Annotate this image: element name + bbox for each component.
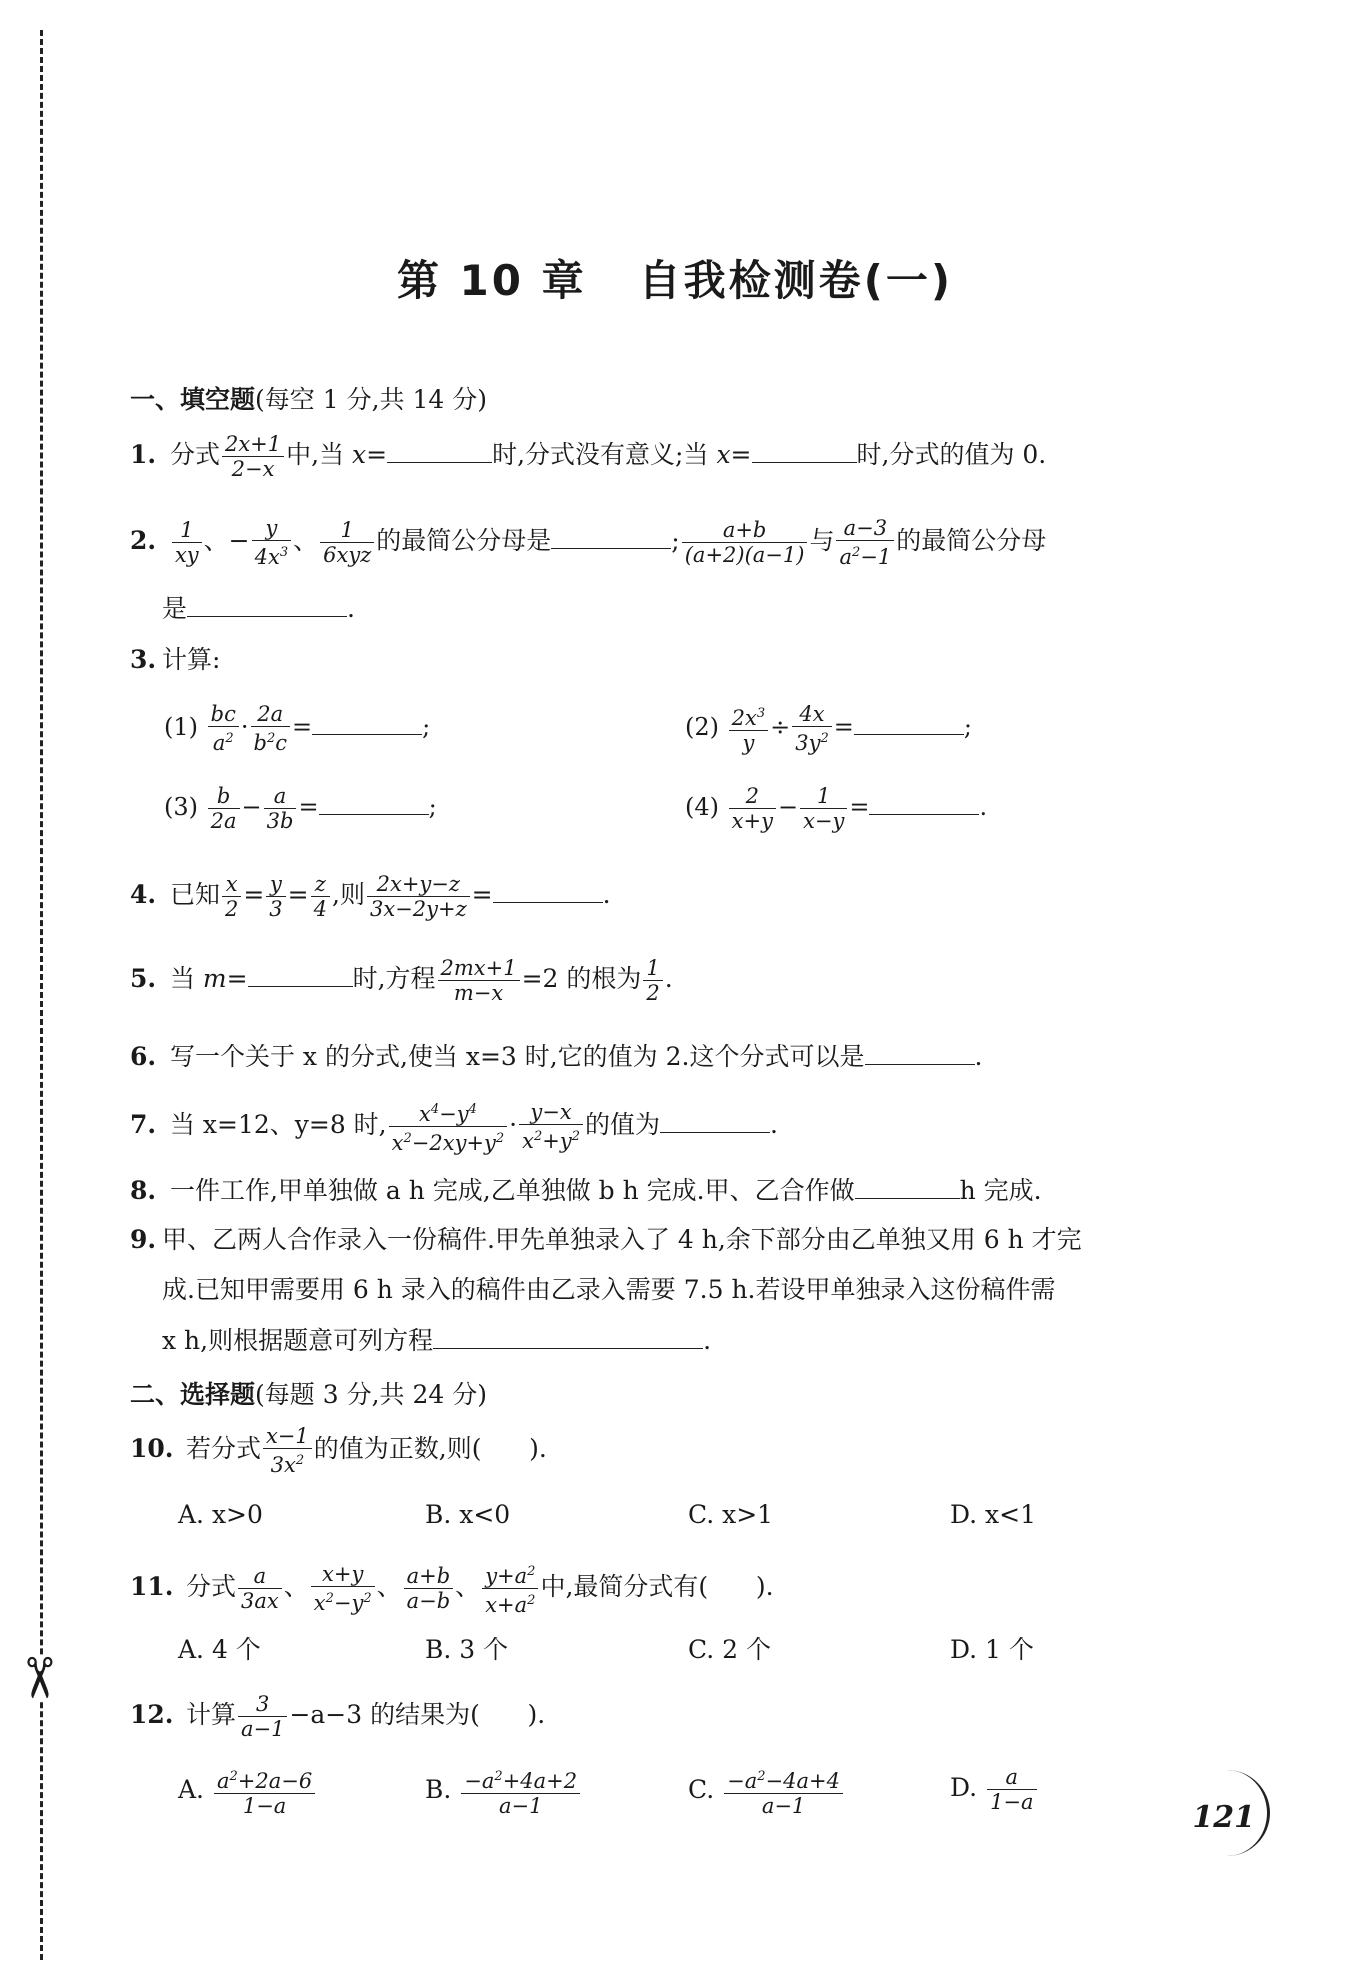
question-11: 11. 分式 $\frac{a}{3ax}$ 、 $\frac{x+y}{x^2-y^2}$ 、 $\frac{a+b}{a-b}$ 、 $\frac{y+a^2}{x+a^2}$ 中,最简分式有( ). xyxy=(130,1562,774,1617)
question-2-cont: 是 . xyxy=(162,590,355,627)
question-3-part-2: (2) $\frac{2x^3}{y}$ ÷ $\frac{4x}{3y^2}$ = ; xyxy=(685,702,972,755)
option-c[interactable]: C. 2 个 xyxy=(688,1635,771,1664)
question-9-line-3: x h,则根据题意可列方程 . xyxy=(162,1322,711,1359)
question-3-part-3: (3) $\frac{b}{2a}$ − $\frac{a}{3b}$ = ; xyxy=(164,784,437,833)
option-b[interactable]: B. 3 个 xyxy=(425,1635,509,1664)
question-1: 1. 分式 $\frac{2x+1}{2-x}$ 中,当 x= 时,分式没有意义;当 x= 时,分式的值为 0. xyxy=(130,432,1047,481)
option-a[interactable]: A. 4 个 xyxy=(178,1635,261,1664)
answer-blank[interactable] xyxy=(319,788,429,815)
answer-blank[interactable] xyxy=(187,590,347,617)
answer-blank[interactable] xyxy=(493,876,603,903)
question-4: 4. 已知 $\frac{x}{2}$ = $\frac{y}{3}$ = $\frac{z}{4}$ ,则 $\frac{2x+y-z}{3x-2y+z}$ = . xyxy=(130,872,611,921)
option-c[interactable]: C. x>1 xyxy=(688,1500,774,1529)
answer-blank[interactable] xyxy=(855,1172,960,1199)
option-b[interactable]: B. $\frac{-a^2+4a+2}{a-1}$ xyxy=(425,1765,582,1818)
question-8: 8. 一件工作,甲单独做 a h 完成,乙单独做 b h 完成.甲、乙合作做 h 完成. xyxy=(130,1172,1042,1209)
question-10: 10. 若分式 $\frac{x-1}{3x^2}$ 的值为正数,则( ). xyxy=(130,1424,547,1477)
option-d[interactable]: D. $\frac{a}{1-a}$ xyxy=(950,1765,1039,1814)
scissors-icon: ✂ xyxy=(5,1654,71,1702)
question-3-part-1: (1) $\frac{bc}{a^2}$ · $\frac{2a}{b^2c}$ = ; xyxy=(164,702,431,755)
question-5: 5. 当 m= 时,方程 $\frac{2mx+1}{m-x}$ =2 的根为 $\frac{1}{2}$ . xyxy=(130,956,673,1005)
answer-blank[interactable] xyxy=(433,1322,703,1349)
page-number: 121 xyxy=(1192,1800,1255,1835)
answer-blank[interactable] xyxy=(312,708,422,735)
question-6: 6. 写一个关于 x 的分式,使当 x=3 时,它的值为 2.这个分式可以是 . xyxy=(130,1038,982,1075)
question-9-line-2: 成.已知甲需要用 6 h 录入的稿件由乙录入需要 7.5 h.若设甲单独录入这份稿件需 xyxy=(162,1275,1056,1304)
answer-blank[interactable] xyxy=(387,436,492,463)
section-multiple-choice: 二、选择题(每题 3 分,共 24 分) xyxy=(130,1380,487,1409)
section-fill-in: 一、填空题(每空 1 分,共 14 分) xyxy=(130,385,487,414)
option-a[interactable]: A. $\frac{a^2+2a-6}{1-a}$ xyxy=(178,1765,317,1818)
option-d[interactable]: D. 1 个 xyxy=(950,1635,1034,1664)
answer-blank[interactable] xyxy=(869,788,979,815)
option-a[interactable]: A. x>0 xyxy=(178,1500,263,1529)
answer-blank[interactable] xyxy=(854,708,964,735)
question-3-part-4: (4) $\frac{2}{x+y}$ − $\frac{1}{x-y}$ = . xyxy=(685,784,988,833)
option-c[interactable]: C. $\frac{-a^2-4a+4}{a-1}$ xyxy=(688,1765,845,1818)
question-9: 9. 甲、乙两人合作录入一份稿件.甲先单独录入了 4 h,余下部分由乙单独又用 6 h 才完 xyxy=(130,1225,1082,1254)
page-title: 第 10 章 自我检测卷(一) xyxy=(396,256,954,305)
fraction: $\frac{2x+1}{2-x}$ xyxy=(222,432,284,481)
answer-blank[interactable] xyxy=(551,522,671,549)
answer-blank[interactable] xyxy=(660,1106,770,1133)
option-b[interactable]: B. x<0 xyxy=(425,1500,511,1529)
question-7: 7. 当 x=12、y=8 时, $\frac{x^4-y^4}{x^2-2xy+y^2}$ · $\frac{y-x}{x^2+y^2}$ 的值为 . xyxy=(130,1100,778,1155)
question-3: 3. 计算: xyxy=(130,645,221,674)
answer-blank[interactable] xyxy=(865,1038,975,1065)
question-12: 12. 计算 $\frac{3}{a-1}$ −a−3 的结果为( ). xyxy=(130,1692,546,1741)
option-d[interactable]: D. x<1 xyxy=(950,1500,1036,1529)
question-2: 2. $\frac{1}{xy}$ 、− $\frac{y}{4x^3}$ 、 $\frac{1}{\text{6xyz}}$ 的最简公分母是 ; $\frac{a+b}{(a+2)(a-1)}$ 与 $\frac{a-3}{a^2-1}$ 的最简公分母 xyxy=(130,516,1047,569)
answer-blank[interactable] xyxy=(752,436,857,463)
answer-blank[interactable] xyxy=(248,960,353,987)
